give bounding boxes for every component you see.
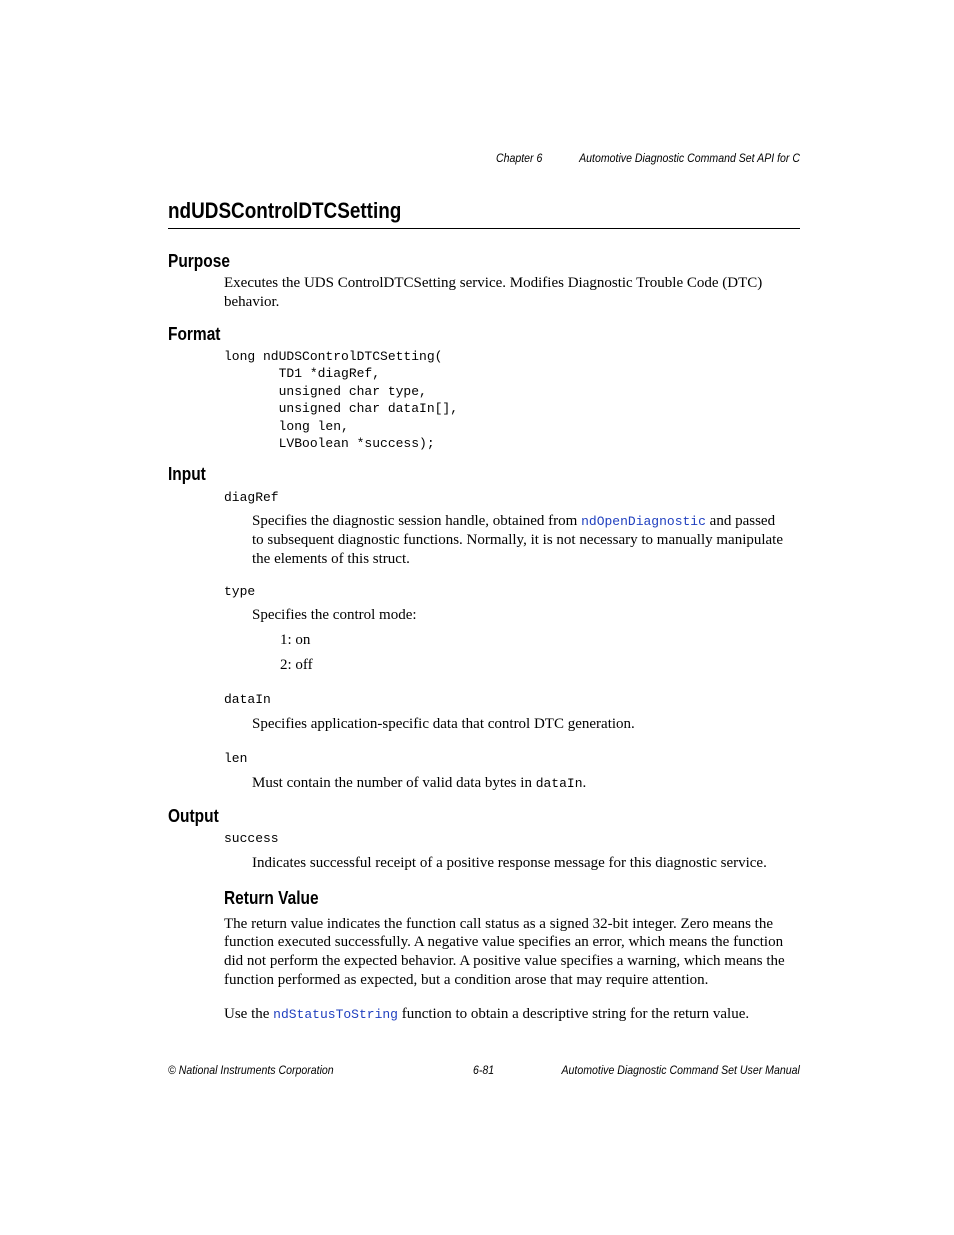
param-len-desc [252,774,586,793]
ndopendiagnostic-link[interactable]: ndOpenDiagnostic [581,514,706,529]
input-heading: Input [168,464,206,484]
len-desc-code: dataIn [535,776,583,791]
param-datain-name: dataIn [224,692,271,707]
param-type-name: type [224,584,256,599]
use-text-post: function to obtain a descriptive string for the return value. [397,1006,750,1022]
type-option-on: 1: on [280,632,311,648]
return-para-line: function performed as expected, but a condition arose that may require attention. [224,972,709,988]
code-line: unsigned char type, [224,383,427,399]
output-heading: Output [168,806,219,826]
param-len-name: len [224,751,248,766]
use-text: Use the [224,1006,274,1022]
len-desc-period: . [582,775,587,791]
ndstatustostring-link[interactable]: ndStatusToString [273,1007,398,1022]
header-chapter: Chapter 6 [496,151,543,165]
header-chapter-title: Automotive Diagnostic Command Set API for C [579,151,800,165]
return-para-line: The return value indicates the function call status as a signed 32-bit integer. Zero means the [224,916,773,932]
param-diagref-desc-line3: the elements of this struct. [252,551,410,567]
diagref-desc-text: Specifies the diagnostic session handle, obtained from [252,513,582,529]
code-line: long ndUDSControlDTCSetting( [224,349,443,364]
purpose-text-line1: Executes the UDS ControlDTCSetting service. Modifies Diagnostic Trouble Code (DTC) [224,275,763,291]
return-use-line [224,1005,749,1024]
diagref-desc-text-post: and passed [705,513,776,529]
footer-page-number: 6-81 [473,1063,495,1077]
purpose-text-line2: behavior. [224,294,280,310]
param-success-desc: Indicates successful receipt of a positive response message for this diagnostic service. [252,855,767,871]
code-line: long len, [224,418,349,434]
type-option-off: 2: off [280,657,313,673]
format-code-block [224,348,458,452]
code-line: unsigned char dataIn[], [224,401,459,417]
param-diagref-name: diagRef [224,490,279,505]
format-heading: Format [168,324,221,344]
code-line: TD1 *diagRef, [224,366,381,382]
len-desc-text: Must contain the number of valid data bytes in [252,775,536,791]
param-type-desc: Specifies the control mode: [252,607,417,623]
code-line: LVBoolean *success); [224,436,435,452]
param-diagref-desc-line2: to subsequent diagnostic functions. Normally, it is not necessary to manually manipulate [252,532,784,548]
param-success-name: success [224,831,279,846]
return-para-line: function executed successfully. A negative value specifies an error, which means the function [224,934,784,950]
footer-copyright: © National Instruments Corporation [168,1063,334,1077]
purpose-heading: Purpose [168,251,230,271]
title-rule [168,228,800,229]
param-datain-desc: Specifies application-specific data that control DTC generation. [252,716,635,732]
return-para-line: did not perform the expected behavior. A positive value specifies a warning, which means the [224,953,785,969]
return-value-heading: Return Value [224,888,319,908]
param-diagref-desc-line1 [252,512,775,531]
footer-manual-title: Automotive Diagnostic Command Set User Manual [561,1063,800,1077]
page-title: ndUDSControlDTCSetting [168,198,402,223]
